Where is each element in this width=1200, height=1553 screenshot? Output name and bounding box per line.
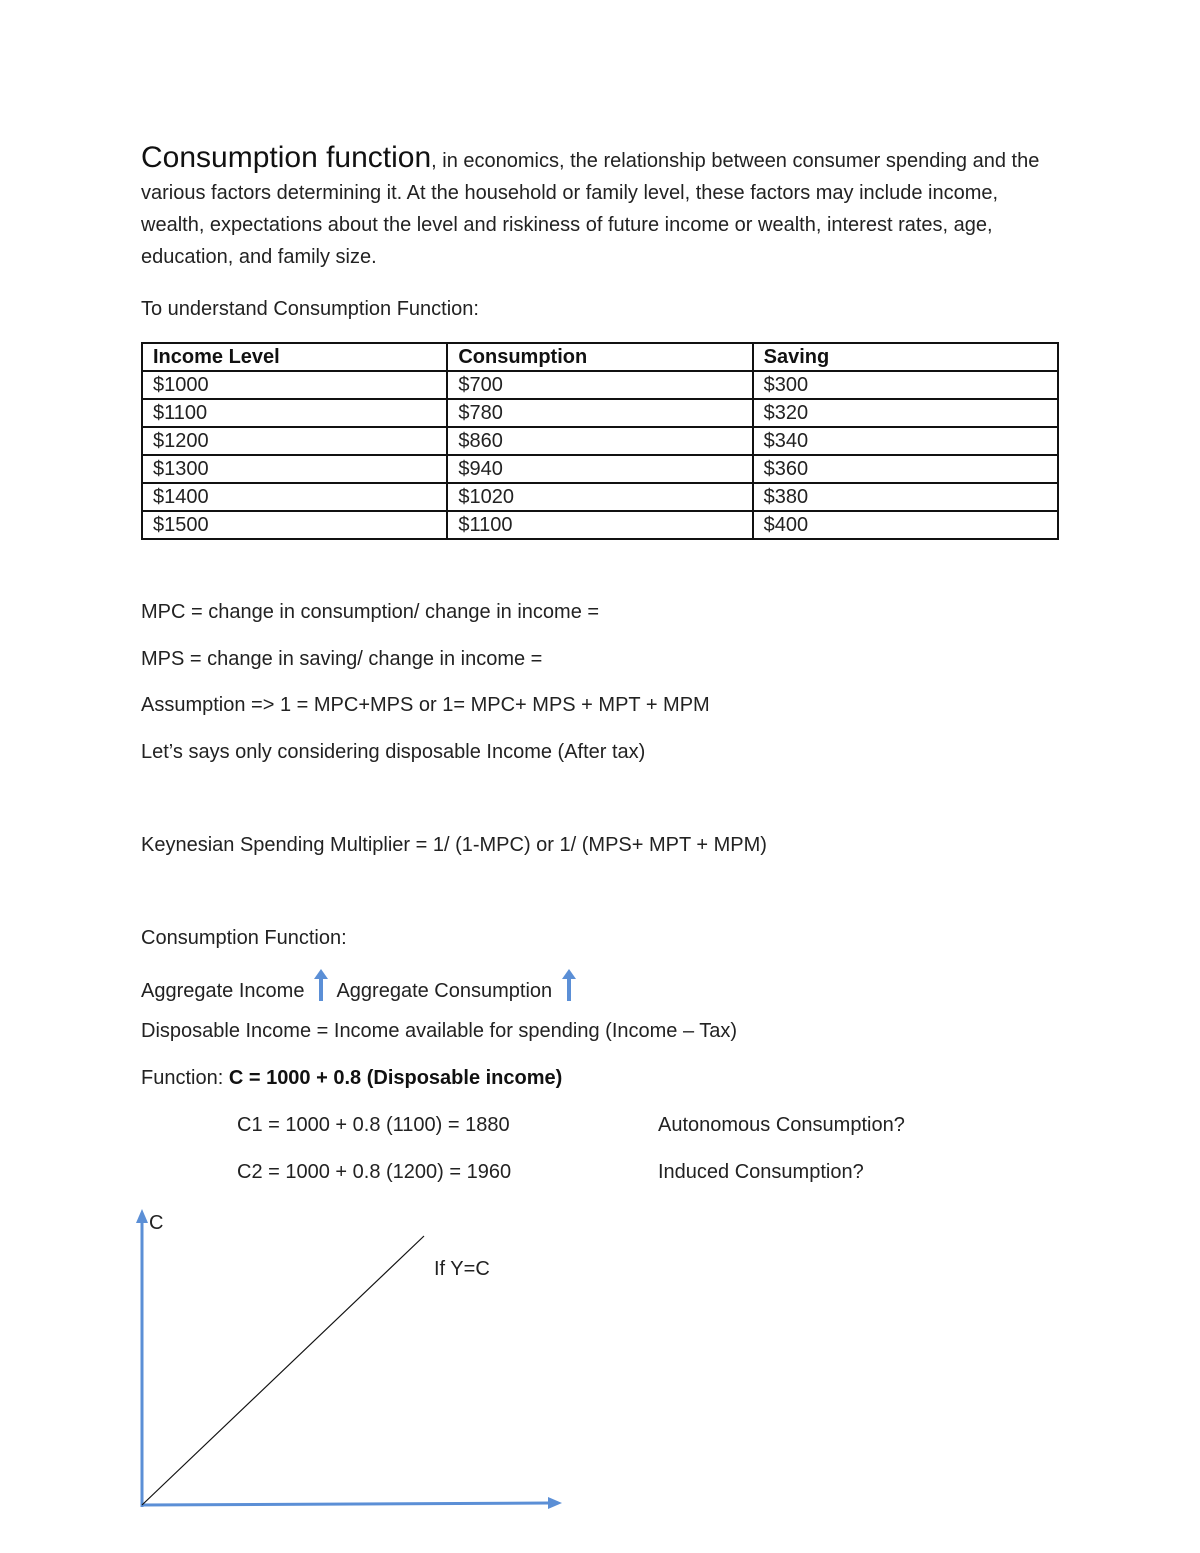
table-cell: $940 — [447, 455, 752, 483]
disposable-note: Let’s says only considering disposable Income (After tax) — [141, 741, 646, 763]
understand-label: To understand Consumption Function: — [141, 298, 479, 320]
table-cell: $1100 — [142, 399, 447, 427]
line-label: If Y=C — [434, 1258, 490, 1280]
assumption-line: Assumption => 1 = MPC+MPS or 1= MPC+ MPS + MPT + MPM — [141, 694, 710, 716]
c1-equation: C1 = 1000 + 0.8 (1100) = 1880 — [237, 1114, 510, 1136]
c2-equation: C2 = 1000 + 0.8 (1200) = 1960 — [237, 1161, 512, 1183]
table-header: Saving — [753, 343, 1058, 371]
aggregate-income-label: Aggregate Income — [141, 980, 305, 1002]
intro-title: Consumption function — [141, 141, 432, 174]
table-cell: $300 — [753, 371, 1058, 399]
table-cell: $1020 — [447, 483, 752, 511]
multiplier-line: Keynesian Spending Multiplier = 1/ (1-MPC) or 1/ (MPS+ MPT + MPM) — [141, 834, 767, 856]
mpc-line: MPC = change in consumption/ change in income = — [141, 601, 600, 623]
induced-question: Induced Consumption? — [658, 1161, 864, 1183]
table-cell: $360 — [753, 455, 1058, 483]
table-row — [142, 371, 1058, 399]
table-cell: $340 — [753, 427, 1058, 455]
arrow-up-icon — [314, 969, 328, 1007]
mps-line: MPS = change in saving/ change in income = — [141, 648, 543, 670]
consumption-function-label: Consumption Function: — [141, 927, 347, 949]
table-cell: $1100 — [447, 511, 752, 539]
table-header: Income Level — [142, 343, 447, 371]
table-row — [142, 455, 1058, 483]
table-row — [142, 511, 1058, 539]
table-row — [142, 483, 1058, 511]
y-axis-arrow-icon — [136, 1209, 148, 1223]
table-cell: $320 — [753, 399, 1058, 427]
table-cell: $400 — [753, 511, 1058, 539]
table-cell: $380 — [753, 483, 1058, 511]
table-cell: $860 — [447, 427, 752, 455]
intro-paragraph — [141, 142, 1041, 273]
table-header-row — [142, 343, 1058, 371]
table-cell: $1500 — [142, 511, 447, 539]
aggregate-line — [141, 969, 580, 1007]
y-axis-label: C — [149, 1212, 164, 1234]
arrow-up-icon — [562, 969, 576, 1007]
table-row — [142, 399, 1058, 427]
x-axis — [142, 1503, 550, 1505]
intro-text: , in economics, the relationship between consumer spending and the various factors determining it. At the household or family level, these factors may include income, wealth, expectations about the level and riskiness of future income or wealth, interest rates, age, education, and family size. — [141, 150, 1040, 268]
consumption-graph — [130, 1205, 580, 1525]
forty-five-degree-line — [142, 1236, 424, 1505]
function-line — [141, 1067, 562, 1090]
autonomous-question: Autonomous Consumption? — [658, 1114, 905, 1136]
aggregate-consumption-label: Aggregate Consumption — [336, 980, 553, 1002]
table-cell: $1200 — [142, 427, 447, 455]
disposable-definition: Disposable Income = Income available for spending (Income – Tax) — [141, 1020, 738, 1042]
table-row — [142, 427, 1058, 455]
x-axis-arrow-icon — [548, 1497, 562, 1509]
table-cell: $1000 — [142, 371, 447, 399]
table-cell: $1300 — [142, 455, 447, 483]
function-formula: C = 1000 + 0.8 (Disposable income) — [228, 1067, 563, 1089]
table-cell: $700 — [447, 371, 752, 399]
table-cell: $780 — [447, 399, 752, 427]
income-consumption-table — [141, 342, 1059, 540]
function-label: Function: — [141, 1067, 229, 1089]
table-header: Consumption — [447, 343, 752, 371]
table-cell: $1400 — [142, 483, 447, 511]
